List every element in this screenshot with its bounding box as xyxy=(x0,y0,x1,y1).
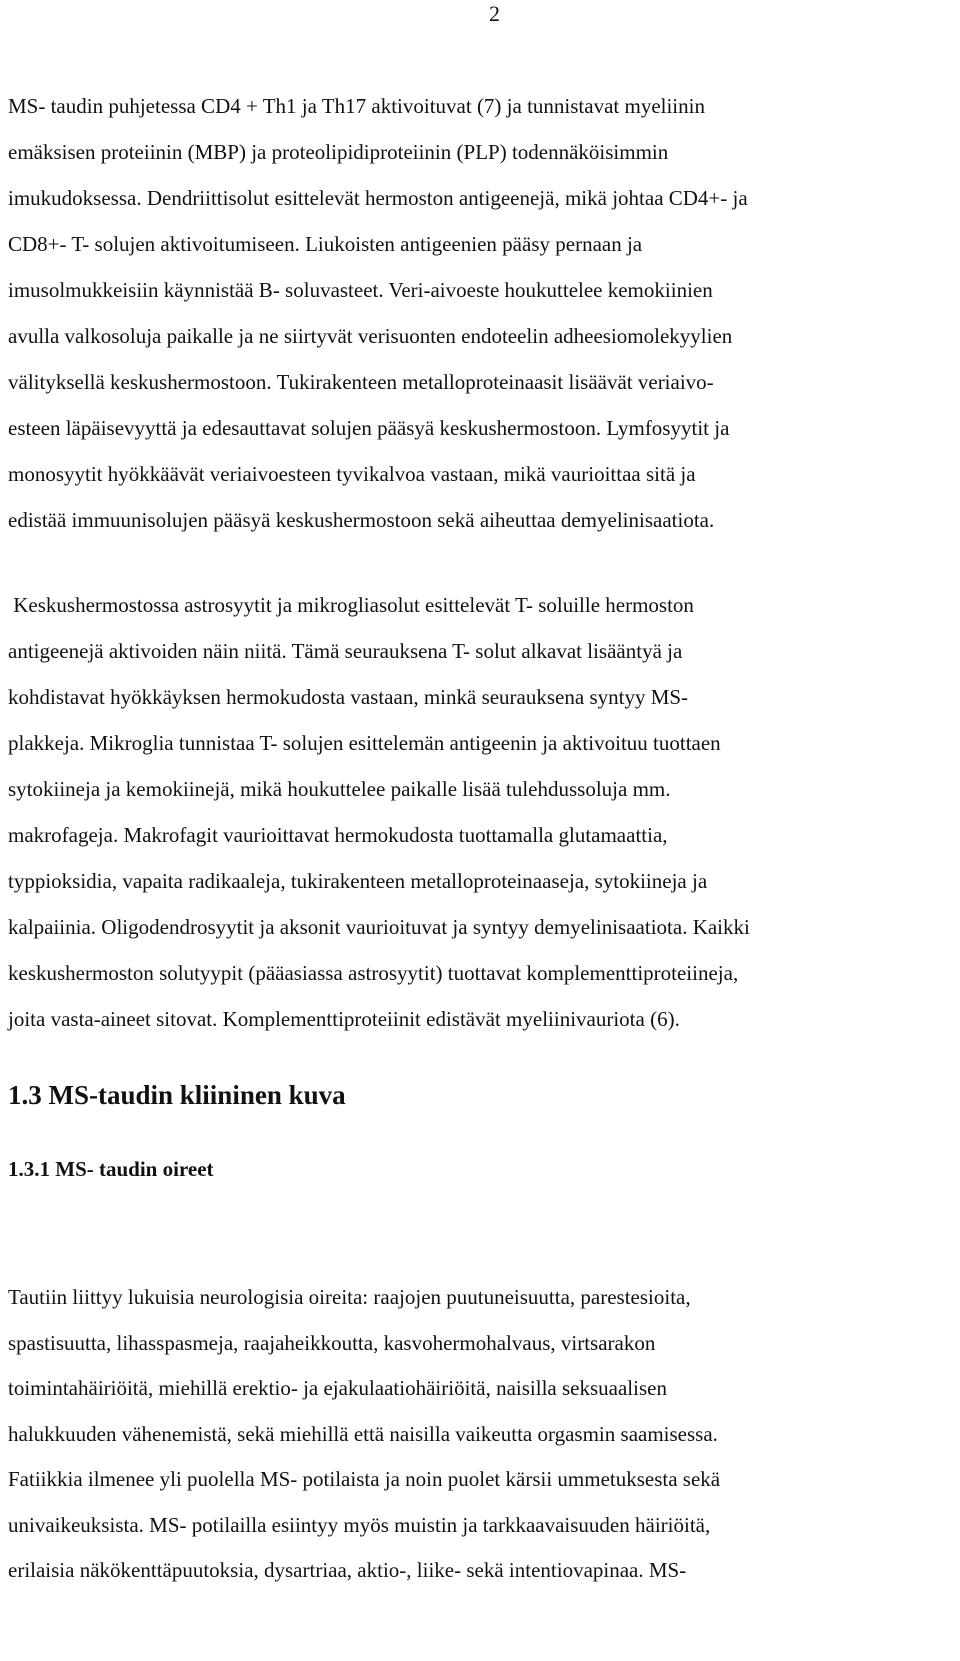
paragraph-ms-pathogenesis xyxy=(8,83,948,543)
text-line: Keskushermostossa astrosyytit ja mikrogliasolut esittelevät T- soluille hermoston xyxy=(8,593,694,617)
text-line: edistää immuunisolujen pääsyä keskushermostoon sekä aiheuttaa demyelinisaatiota. xyxy=(8,508,715,532)
subsection-heading: 1.3.1 MS- taudin oireet xyxy=(8,1157,214,1181)
text-line: välityksellä keskushermostoon. Tukirakenteen metalloproteinaasit lisäävät veriaivo- xyxy=(8,370,714,394)
text-line: antigeenejä aktivoiden näin niitä. Tämä seurauksena T- solut alkavat lisääntyä ja xyxy=(8,639,683,663)
text-line: univaikeuksista. MS- potilailla esiintyy myös muistin ja tarkkaavaisuuden häiriöitä, xyxy=(8,1512,711,1537)
text-line: kohdistavat hyökkäyksen hermokudosta vastaan, minkä seurauksena syntyy MS- xyxy=(8,685,689,709)
text-line: MS- taudin puhjetessa CD4 + Th1 ja Th17 aktivoituvat (7) ja tunnistavat myeliinin xyxy=(8,94,705,118)
text-line: makrofageja. Makrofagit vaurioittavat hermokudosta tuottamalla glutamaattia, xyxy=(8,823,668,847)
text-line: joita vasta-aineet sitovat. Komplementtiproteiinit edistävät myeliinivauriota (6). xyxy=(8,1007,680,1031)
text-line: esteen läpäisevyyttä ja edesauttavat solujen pääsyä keskushermostoon. Lymfosyytit ja xyxy=(8,416,730,440)
text-line: spastisuutta, lihasspasmeja, raajaheikkoutta, kasvohermohalvaus, virtsarakon xyxy=(8,1330,656,1355)
text-line: avulla valkosoluja paikalle ja ne siirtyvät verisuonten endoteelin adheesiomolekyylien xyxy=(8,324,733,348)
text-line: emäksisen proteiinin (MBP) ja proteolipidiproteiinin (PLP) todennäköisimmin xyxy=(8,140,669,164)
text-line: erilaisia näkökenttäpuutoksia, dysartriaa, aktio-, liike- sekä intentiovapinaa. MS- xyxy=(8,1558,687,1582)
text-line: halukkuuden vähenemistä, sekä miehillä että naisilla vaikeutta orgasmin saamisessa. xyxy=(8,1421,718,1446)
text-line: Fatiikkia ilmenee yli puolella MS- potilaista ja noin puolet kärsii ummetuksesta sekä xyxy=(8,1467,721,1491)
paragraph-cns-immune-response xyxy=(8,582,948,1042)
text-line: typpioksidia, vapaita radikaaleja, tukirakenteen metalloproteinaaseja, sytokiineja ja xyxy=(8,869,708,893)
section-heading: 1.3 MS-taudin kliininen kuva xyxy=(8,1080,346,1110)
text-line: monosyytit hyökkäävät veriaivoesteen tyvikalvoa vastaan, mikä vaurioittaa sitä ja xyxy=(8,462,696,486)
text-line: imusolmukkeisiin käynnistää B- soluvasteet. Veri-aivoeste houkuttelee kemokiinien xyxy=(8,278,713,302)
text-line: sytokiineja ja kemokiinejä, mikä houkuttelee paikalle lisää tulehdussoluja mm. xyxy=(8,777,671,801)
text-line: keskushermoston solutyypit (pääasiassa astrosyytit) tuottavat komplementtiproteiineja, xyxy=(8,961,739,985)
text-line: CD8+- T- solujen aktivoitumiseen. Liukoisten antigeenien pääsy pernaan ja xyxy=(8,232,643,256)
text-line: plakkeja. Mikroglia tunnistaa T- solujen esittelemän antigeenin ja aktivoituu tuottaen xyxy=(8,731,721,755)
paragraph-symptoms xyxy=(8,1275,948,1594)
page-number: 2 xyxy=(489,1,500,26)
text-line: toimintahäiriöitä, miehillä erektio- ja ejakulaatiohäiriöitä, naisilla seksuaalisen xyxy=(8,1376,667,1400)
text-line: kalpaiinia. Oligodendrosyytit ja aksonit vaurioituvat ja syntyy demyelinisaatiota. Kaikki xyxy=(8,915,750,939)
text-line: Tautiin liittyy lukuisia neurologisia oireita: raajojen puutuneisuutta, parestesioita, xyxy=(8,1285,691,1309)
text-line: imukudoksessa. Dendriittisolut esittelevät hermoston antigeenejä, mikä johtaa CD4+- ja xyxy=(8,186,748,210)
